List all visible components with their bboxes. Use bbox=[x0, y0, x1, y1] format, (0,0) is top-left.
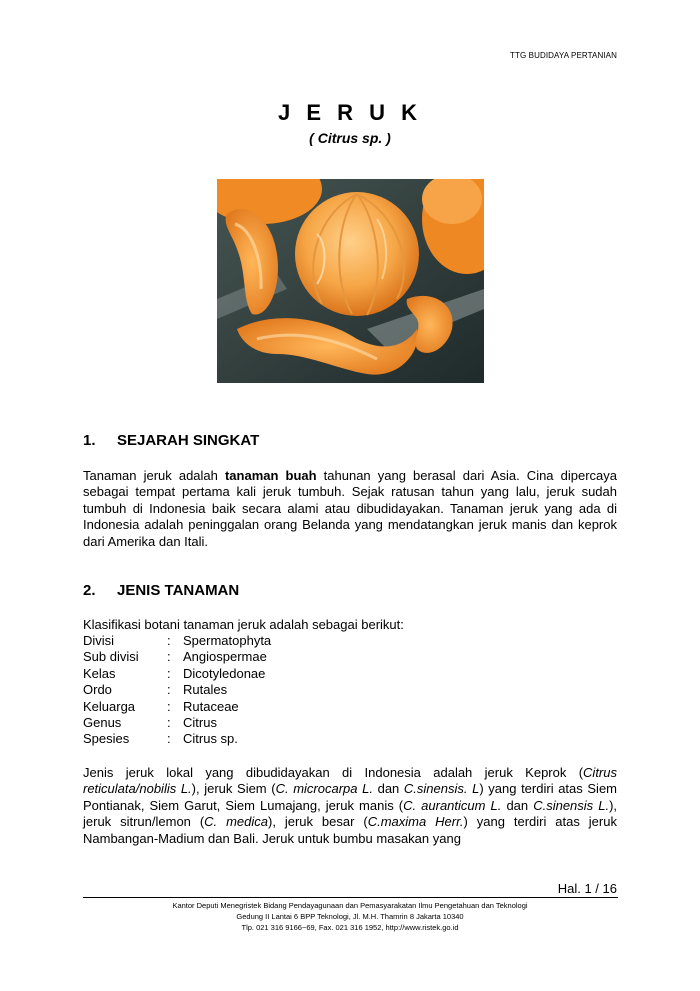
text-run: ), jeruk sitrun/lemon ( bbox=[83, 797, 618, 830]
classification-key: Keluarga bbox=[83, 698, 136, 714]
classification-key: Ordo bbox=[83, 682, 112, 698]
section-heading-jenis bbox=[83, 582, 239, 599]
footer-line-1: Kantor Deputi Menegristek Bidang Pendayagunaan dan Pemasyarakatan Ilmu Pengetahuan dan Teknologi bbox=[172, 901, 528, 910]
classification-value: Rutales bbox=[183, 682, 228, 698]
classification-value: Rutaceae bbox=[183, 698, 239, 714]
classification-value: Angiospermae bbox=[183, 649, 267, 665]
footer-line-3: Tlp. 021 316 9166~69, Fax. 021 316 1952, http://www.ristek.go.id bbox=[241, 922, 459, 932]
bold-text: tanaman buah bbox=[224, 468, 317, 483]
text-run: dan bbox=[372, 781, 404, 797]
section-heading-sejarah bbox=[83, 432, 259, 449]
header-label: TTG BUDIDAYA PERTANIAN bbox=[510, 51, 617, 60]
classification-row bbox=[83, 731, 271, 747]
scientific-name: C. microcarpa L. bbox=[275, 781, 373, 797]
classification-row bbox=[83, 633, 271, 649]
classification-colon: : bbox=[167, 665, 171, 681]
scientific-name: C.sinensis L. bbox=[533, 797, 610, 813]
classification-key: Sub divisi bbox=[83, 649, 139, 665]
orange-illustration bbox=[217, 179, 484, 383]
classification-value: Citrus sp. bbox=[183, 731, 238, 747]
classification-key: Spesies bbox=[83, 731, 130, 747]
section-number: 1. bbox=[83, 432, 96, 449]
scientific-name: C.maxima Herr. bbox=[367, 814, 464, 830]
classification-row bbox=[83, 666, 271, 682]
classification-key: Kelas bbox=[83, 665, 116, 681]
paragraph-sejarah bbox=[83, 468, 617, 550]
text-run: Tanaman jeruk adalah bbox=[83, 468, 225, 483]
text-run: dan bbox=[501, 797, 534, 813]
classification-value: Spermatophyta bbox=[183, 633, 272, 648]
text-run: ) yang terdiri atas Siem Pontianak, Siem Garut, Siem Lumajang, jeruk manis ( bbox=[83, 781, 618, 813]
classification-table bbox=[83, 633, 271, 748]
classification-key: Divisi bbox=[83, 633, 115, 648]
page-number: Hal. 1 / 16 bbox=[557, 881, 617, 896]
classification-row bbox=[83, 682, 271, 698]
scientific-name: Citrus reticulata/nobilis L. bbox=[83, 765, 617, 797]
classification-value: Dicotyledonae bbox=[183, 665, 266, 681]
text-run: ), jeruk Siem ( bbox=[191, 781, 276, 797]
footer-divider bbox=[83, 897, 618, 898]
peeled-orange-photo bbox=[217, 179, 484, 383]
classification-colon: : bbox=[167, 633, 171, 648]
section-title: SEJARAH SINGKAT bbox=[117, 432, 260, 449]
section-number: 2. bbox=[83, 582, 96, 599]
text-run: ) yang terdiri atas jeruk Nambangan-Madium dan Bali. Jeruk untuk bumbu masakan yang bbox=[83, 814, 617, 846]
text-run: tahunan yang berasal dari Asia. Cina dipercaya sebagai tempat pertama kali jeruk tumbuh. Sejak ratusan tahun yang lalu, jeruk sudah tumbuh di Indonesia baik secara alami atau dibudidayakan. Tanaman jeruk yang ada di Indonesia adalah peninggalan orang Belanda yang mendatangkan jeruk manis dan keprok dari Amerika dan Itali. bbox=[83, 468, 617, 549]
scientific-name: C. medica bbox=[204, 814, 268, 830]
classification-colon: : bbox=[167, 731, 171, 747]
classification-colon: : bbox=[167, 715, 171, 731]
document-title: J E R U K bbox=[277, 100, 423, 125]
text-run: ), jeruk besar ( bbox=[267, 814, 368, 830]
paragraph-jenis-jeruk bbox=[83, 765, 617, 847]
scientific-name: C. auranticum L. bbox=[403, 797, 502, 813]
scientific-name: C.sinensis. L bbox=[403, 781, 480, 797]
classification-key: Genus bbox=[83, 715, 122, 731]
classification-colon: : bbox=[167, 698, 171, 714]
classification-intro: Klasifikasi botani tanaman jeruk adalah sebagai berikut: bbox=[83, 617, 404, 632]
classification-row bbox=[83, 699, 271, 715]
footer bbox=[0, 901, 700, 933]
classification-row bbox=[83, 715, 271, 731]
footer-line-2: Gedung II Lantai 6 BPP Teknologi, Jl. M.H. Thamrin 8 Jakarta 10340 bbox=[236, 911, 464, 921]
text-run: Jenis jeruk lokal yang dibudidayakan di Indonesia adalah jeruk Keprok ( bbox=[83, 765, 584, 780]
section-title: JENIS TANAMAN bbox=[117, 582, 240, 599]
classification-value: Citrus bbox=[183, 715, 217, 731]
document-subtitle: ( Citrus sp. ) bbox=[309, 130, 391, 146]
classification-row bbox=[83, 649, 271, 665]
classification-colon: : bbox=[167, 682, 171, 698]
classification-colon: : bbox=[167, 649, 171, 665]
